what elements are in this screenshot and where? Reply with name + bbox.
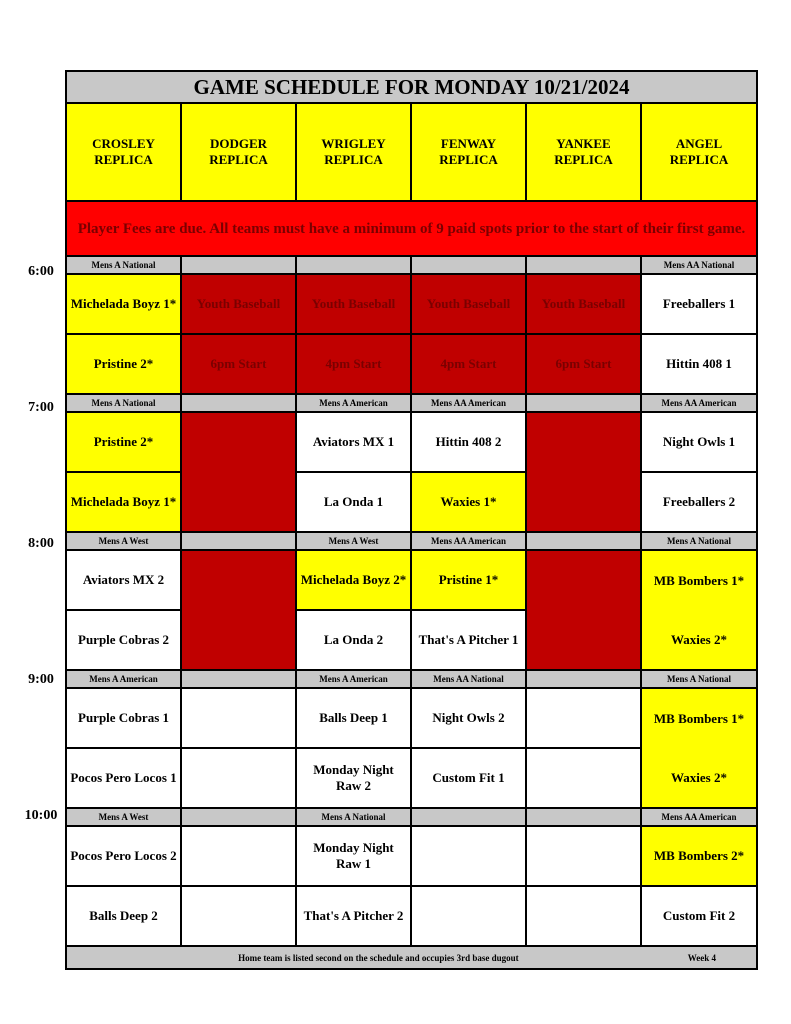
team-cell-crosley: Purple Cobras 1	[66, 688, 181, 748]
team-cell-wrigley: 4pm Start	[296, 334, 411, 394]
team-cell-yankee	[526, 688, 641, 748]
time-label: 6:00	[28, 264, 54, 279]
division-label: Mens AA American	[641, 808, 757, 826]
game-row-home	[66, 886, 757, 946]
field-sub: REPLICA	[94, 152, 153, 167]
week-label: Week 4	[687, 952, 717, 963]
title-row	[66, 71, 757, 103]
field-name: FENWAY	[440, 136, 497, 151]
field-name: YANKEE	[556, 136, 611, 151]
team-cell-dodger	[181, 472, 296, 532]
team-cell-fenway: Waxies 1*	[411, 472, 526, 532]
team-cell-yankee	[526, 886, 641, 946]
field-sub: REPLICA	[324, 152, 383, 167]
division-label	[526, 808, 641, 826]
division-row	[66, 808, 757, 826]
time-label: 10:00	[24, 808, 58, 823]
team-cell-crosley: Pocos Pero Locos 1	[66, 748, 181, 808]
field-sub: REPLICA	[669, 152, 729, 167]
division-label: Mens A National	[66, 256, 181, 274]
game-row-home	[66, 610, 757, 670]
game-row-away	[66, 826, 757, 886]
team-cell-yankee	[526, 472, 641, 532]
game-row-away	[66, 412, 757, 472]
team-cell-dodger	[181, 412, 296, 472]
team-cell-fenway	[411, 826, 526, 886]
field-header-crosley	[66, 103, 181, 201]
team-cell-crosley: Purple Cobras 2	[66, 610, 181, 670]
field-name: ANGEL	[675, 136, 723, 151]
game-row-home	[66, 472, 757, 532]
team-cell-dodger	[181, 610, 296, 670]
team-cell-fenway: Hittin 408 2	[411, 412, 526, 472]
team-cell-fenway: That's A Pitcher 1	[411, 610, 526, 670]
division-label	[181, 256, 296, 274]
game-row-away	[66, 688, 757, 748]
team-cell-wrigley: La Onda 2	[296, 610, 411, 670]
team-cell-crosley: Pocos Pero Locos 2	[66, 826, 181, 886]
team-cell-angel: Custom Fit 2	[641, 886, 757, 946]
field-sub: REPLICA	[209, 152, 268, 167]
game-row-home	[66, 748, 757, 808]
division-row	[66, 256, 757, 274]
division-label: Mens A National	[641, 670, 757, 688]
team-cell-angel: Freeballers 2	[641, 472, 757, 532]
division-label: Mens AA American	[641, 394, 757, 412]
footer-row	[66, 946, 757, 969]
team-cell-crosley: Balls Deep 2	[66, 886, 181, 946]
division-label	[526, 256, 641, 274]
team-cell-yankee	[526, 550, 641, 610]
division-label	[526, 532, 641, 550]
team-cell-crosley: Aviators MX 2	[66, 550, 181, 610]
team-cell-wrigley: That's A Pitcher 2	[296, 886, 411, 946]
team-cell-wrigley: Michelada Boyz 2*	[296, 550, 411, 610]
team-cell-dodger	[181, 748, 296, 808]
division-label: Mens AA National	[411, 670, 526, 688]
field-header-row	[66, 103, 757, 201]
page-title: GAME SCHEDULE FOR MONDAY 10/21/2024	[66, 71, 757, 103]
division-row	[66, 394, 757, 412]
team-cell-angel: Night Owls 1	[641, 412, 757, 472]
field-name: CROSLEY	[92, 136, 155, 151]
team-cell-dodger	[181, 886, 296, 946]
time-label: 7:00	[28, 400, 54, 415]
home-team-note: Home team is listed second on the schedule and occupies 3rd base dugout	[238, 952, 519, 963]
team-cell-wrigley: Monday Night Raw 1	[296, 826, 411, 886]
team-cell-yankee: 6pm Start	[526, 334, 641, 394]
time-label: 9:00	[28, 672, 54, 687]
team-cell-angel: MB Bombers 1*	[641, 550, 757, 610]
field-header-angel	[641, 103, 757, 201]
division-label: Mens AA American	[411, 532, 526, 550]
team-cell-dodger: Youth Baseball	[181, 274, 296, 334]
field-name: DODGER	[209, 136, 268, 151]
division-label	[526, 670, 641, 688]
team-cell-angel: MB Bombers 1*	[641, 688, 757, 748]
team-cell-angel: MB Bombers 2*	[641, 826, 757, 886]
team-cell-dodger	[181, 688, 296, 748]
field-header-dodger	[181, 103, 296, 201]
division-label: Mens AA American	[411, 394, 526, 412]
team-cell-crosley: Pristine 2*	[66, 334, 181, 394]
team-cell-dodger: 6pm Start	[181, 334, 296, 394]
division-label: Mens A West	[296, 532, 411, 550]
team-cell-yankee	[526, 826, 641, 886]
team-cell-yankee	[526, 412, 641, 472]
division-label: Mens A American	[296, 670, 411, 688]
team-cell-crosley: Pristine 2*	[66, 412, 181, 472]
division-label	[411, 256, 526, 274]
team-cell-angel: Waxies 2*	[641, 748, 757, 808]
footer-cell	[66, 946, 757, 969]
field-header-yankee	[526, 103, 641, 201]
notice-row	[66, 201, 757, 256]
division-label: Mens AA National	[641, 256, 757, 274]
team-cell-fenway: Night Owls 2	[411, 688, 526, 748]
division-label	[411, 808, 526, 826]
team-cell-dodger	[181, 826, 296, 886]
division-label	[181, 532, 296, 550]
division-label	[296, 256, 411, 274]
team-cell-angel: Waxies 2*	[641, 610, 757, 670]
team-cell-wrigley: La Onda 1	[296, 472, 411, 532]
division-label: Mens A National	[296, 808, 411, 826]
team-cell-angel: Freeballers 1	[641, 274, 757, 334]
team-cell-wrigley: Youth Baseball	[296, 274, 411, 334]
team-cell-fenway: Youth Baseball	[411, 274, 526, 334]
game-row-away	[66, 274, 757, 334]
team-cell-fenway: Pristine 1*	[411, 550, 526, 610]
team-cell-fenway	[411, 886, 526, 946]
team-cell-wrigley: Balls Deep 1	[296, 688, 411, 748]
team-cell-yankee: Youth Baseball	[526, 274, 641, 334]
division-row	[66, 532, 757, 550]
schedule-table	[65, 70, 758, 970]
team-cell-wrigley: Aviators MX 1	[296, 412, 411, 472]
field-header-wrigley	[296, 103, 411, 201]
division-label: Mens A West	[66, 532, 181, 550]
fee-notice: Player Fees are due. All teams must have a minimum of 9 paid spots prior to the start of their first game.	[66, 201, 757, 256]
field-sub: REPLICA	[554, 152, 613, 167]
team-cell-dodger	[181, 550, 296, 610]
division-label	[181, 394, 296, 412]
team-cell-crosley: Michelada Boyz 1*	[66, 274, 181, 334]
team-cell-angel: Hittin 408 1	[641, 334, 757, 394]
division-label	[181, 808, 296, 826]
team-cell-yankee	[526, 748, 641, 808]
division-label: Mens A American	[66, 670, 181, 688]
team-cell-fenway: 4pm Start	[411, 334, 526, 394]
division-label: Mens A West	[66, 808, 181, 826]
division-row	[66, 670, 757, 688]
division-label	[526, 394, 641, 412]
team-cell-wrigley: Monday Night Raw 2	[296, 748, 411, 808]
division-label: Mens A American	[296, 394, 411, 412]
team-cell-crosley: Michelada Boyz 1*	[66, 472, 181, 532]
time-label: 8:00	[28, 536, 54, 551]
division-label: Mens A National	[66, 394, 181, 412]
team-cell-yankee	[526, 610, 641, 670]
game-row-away	[66, 550, 757, 610]
field-sub: REPLICA	[439, 152, 498, 167]
team-cell-fenway: Custom Fit 1	[411, 748, 526, 808]
field-header-fenway	[411, 103, 526, 201]
game-row-home	[66, 334, 757, 394]
division-label: Mens A National	[641, 532, 757, 550]
field-name: WRIGLEY	[321, 136, 386, 151]
division-label	[181, 670, 296, 688]
